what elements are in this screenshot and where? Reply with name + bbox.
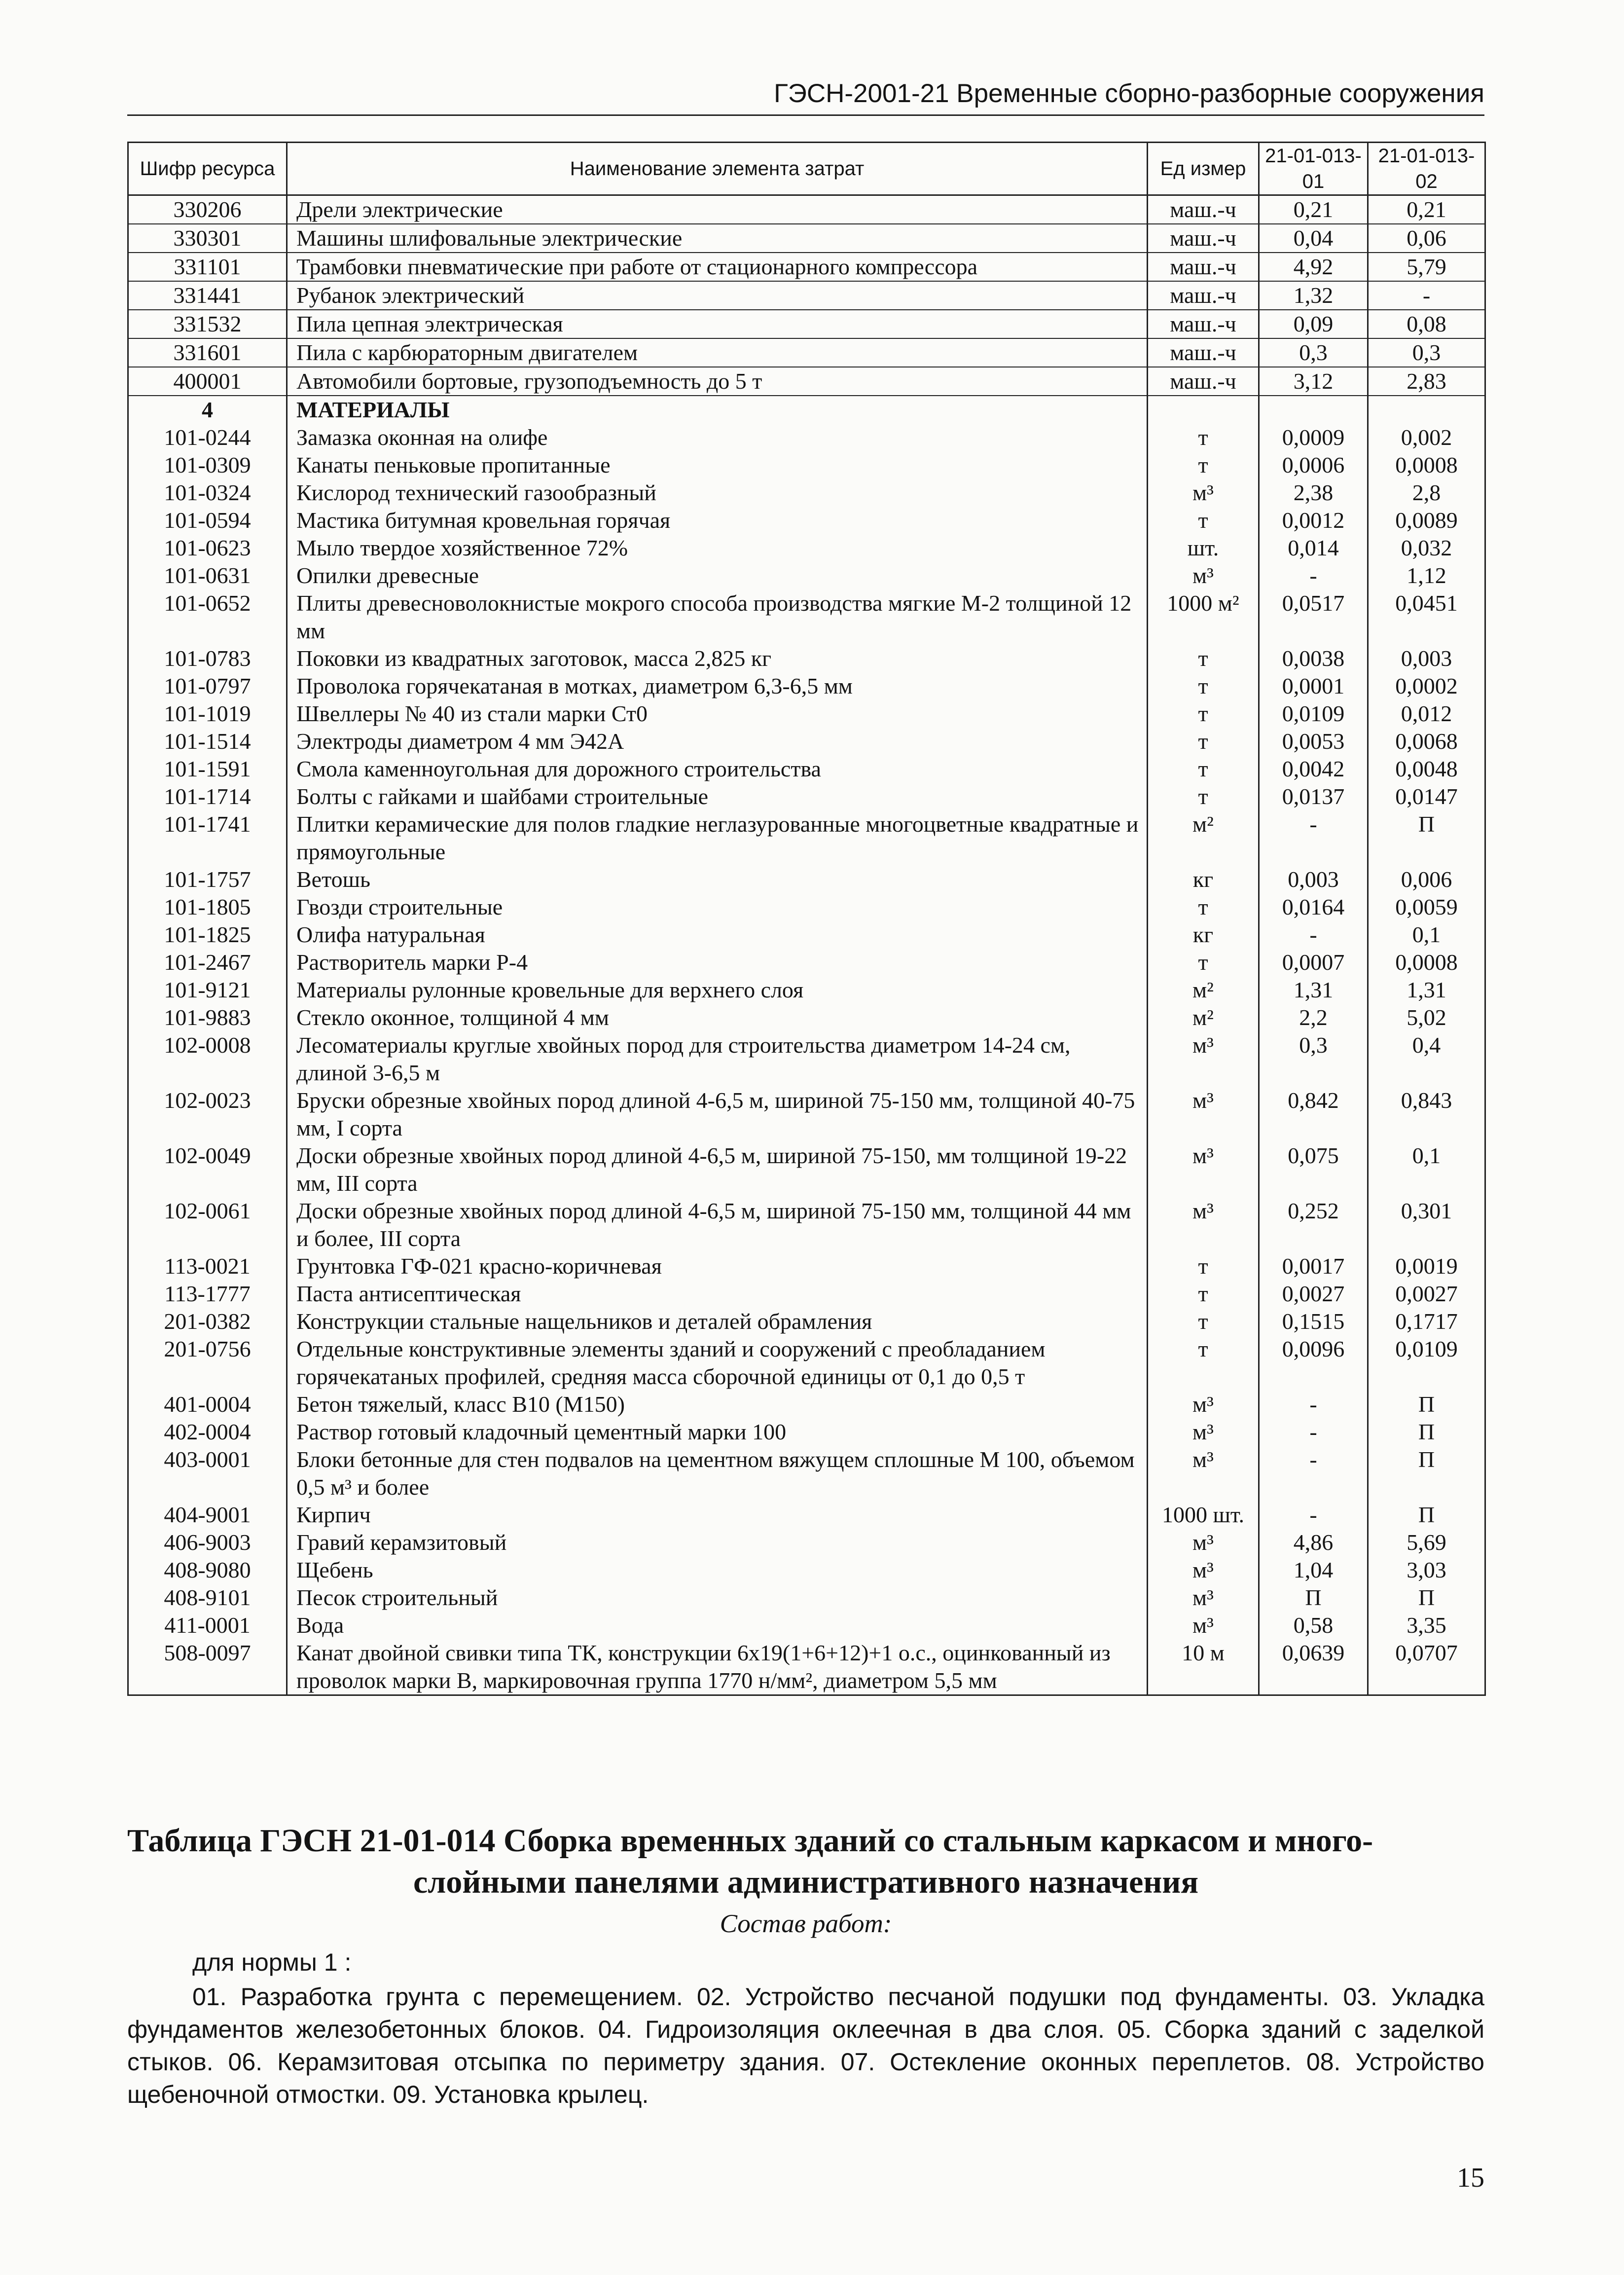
- cell-name: Песок строительный: [287, 1584, 1148, 1612]
- cell-name: Гвозди строительные: [287, 893, 1148, 921]
- cell-norm-2: 0,1: [1368, 921, 1485, 949]
- cell-norm-2: 0,0027: [1368, 1280, 1485, 1308]
- cell-unit: 1000 м²: [1148, 589, 1259, 645]
- cell-code: 411-0001: [128, 1612, 287, 1639]
- cell-code: 401-0004: [128, 1391, 287, 1418]
- table-title-line-1: Таблица ГЭСН 21-01-014 Сборка временных зданий со стальным каркасом и много-: [127, 1823, 1373, 1859]
- cell-name: Блоки бетонные для стен подвалов на цементном вяжущем сплошные М 100, объемом 0,5 м³ и более: [287, 1446, 1148, 1501]
- cell-code: 330206: [128, 195, 287, 224]
- cell-norm-1: 0,3: [1259, 338, 1368, 367]
- cell-name: Материалы рулонные кровельные для верхнего слоя: [287, 976, 1148, 1004]
- cell-name: Рубанок электрический: [287, 281, 1148, 310]
- table-row: [128, 1252, 1485, 1280]
- cell-norm-2: 0,301: [1368, 1197, 1485, 1252]
- cell-norm-2: П: [1368, 1418, 1485, 1446]
- cell-unit: маш.-ч: [1148, 310, 1259, 338]
- cell-unit: т: [1148, 755, 1259, 783]
- cell-norm-2: 0,0147: [1368, 783, 1485, 810]
- work-composition-subtitle: Состав работ:: [720, 1909, 892, 1938]
- table-row: [128, 728, 1485, 755]
- cell-norm-1: 0,0042: [1259, 755, 1368, 783]
- cell-unit: кг: [1148, 921, 1259, 949]
- cell-norm-1: 0,1515: [1259, 1308, 1368, 1335]
- cell-norm-2: 0,006: [1368, 866, 1485, 893]
- cell-norm-1: 0,0009: [1259, 424, 1368, 451]
- cell-norm-2: -: [1368, 281, 1485, 310]
- cell-norm-2: П: [1368, 1501, 1485, 1529]
- cell-unit: маш.-ч: [1148, 338, 1259, 367]
- cell-norm-2: 0,0008: [1368, 451, 1485, 479]
- cell-norm-1: 1,04: [1259, 1556, 1368, 1584]
- cell-unit: т: [1148, 728, 1259, 755]
- cell-code: 101-1805: [128, 893, 287, 921]
- cell-norm-1: [1259, 396, 1368, 424]
- cell-unit: [1148, 396, 1259, 424]
- cell-name: Мыло твердое хозяйственное 72%: [287, 534, 1148, 562]
- cell-code: 101-0797: [128, 672, 287, 700]
- cell-norm-1: 0,3: [1259, 1031, 1368, 1087]
- cell-name: Машины шлифовальные электрические: [287, 224, 1148, 253]
- cell-norm-2: 0,0008: [1368, 949, 1485, 976]
- cell-unit: м³: [1148, 1197, 1259, 1252]
- cell-norm-2: [1368, 396, 1485, 424]
- page-number: 15: [1457, 2163, 1484, 2193]
- section-row: [128, 396, 1485, 424]
- cell-norm-1: -: [1259, 562, 1368, 589]
- cell-unit: кг: [1148, 866, 1259, 893]
- cell-norm-2: 0,012: [1368, 700, 1485, 728]
- cell-name: Кислород технический газообразный: [287, 479, 1148, 507]
- cell-unit: м³: [1148, 1418, 1259, 1446]
- cell-unit: маш.-ч: [1148, 224, 1259, 253]
- cell-code: 101-9121: [128, 976, 287, 1004]
- cell-unit: 1000 шт.: [1148, 1501, 1259, 1529]
- cell-name: Бруски обрезные хвойных пород длиной 4-6,5 м, шириной 75-150 мм, толщиной 40-75 мм, I сорта: [287, 1087, 1148, 1142]
- cell-code: 113-1777: [128, 1280, 287, 1308]
- cell-norm-1: -: [1259, 810, 1368, 866]
- table-row: [128, 338, 1485, 367]
- cell-name: Конструкции стальные нащельников и деталей обрамления: [287, 1308, 1148, 1335]
- cell-code: 101-2467: [128, 949, 287, 976]
- cell-norm-1: 0,09: [1259, 310, 1368, 338]
- cell-norm-2: 0,003: [1368, 645, 1485, 672]
- table-row: [128, 507, 1485, 534]
- cell-code: 102-0008: [128, 1031, 287, 1087]
- cell-norm-2: 0,0089: [1368, 507, 1485, 534]
- cell-name: Плиты древесноволокнистые мокрого способа производства мягкие М-2 толщиной 12 мм: [287, 589, 1148, 645]
- cell-name: Смола каменноугольная для дорожного строительства: [287, 755, 1148, 783]
- cell-code: 408-9101: [128, 1584, 287, 1612]
- table-row: [128, 451, 1485, 479]
- cell-code: 102-0049: [128, 1142, 287, 1197]
- cell-code: 101-0309: [128, 451, 287, 479]
- table-row: [128, 921, 1485, 949]
- work-description: 01. Разработка грунта с перемещением. 02. Устройство песчаной подушки под фундаменты. 03. Укладка фундаментов железобетонных блоков. 04. Гидроизоляция оклеечная в два слоя. 05. Сборка зданий с заделкой стыков. 06. Керамзитовая отсыпка по периметру здания. 07. Остекление оконных переплетов. 08. Устройство щебеночной отмостки. 09. Установка крылец.: [127, 1983, 1484, 2108]
- cell-norm-2: 0,0019: [1368, 1252, 1485, 1280]
- cell-norm-1: 0,0096: [1259, 1335, 1368, 1391]
- cell-norm-1: 1,31: [1259, 976, 1368, 1004]
- table-row: [128, 1584, 1485, 1612]
- cell-code: 101-0783: [128, 645, 287, 672]
- cell-norm-1: 0,0017: [1259, 1252, 1368, 1280]
- cell-norm-2: 3,35: [1368, 1612, 1485, 1639]
- table-row: [128, 589, 1485, 645]
- table-body: [128, 195, 1485, 1695]
- cell-unit: м³: [1148, 562, 1259, 589]
- cell-norm-2: 0,0707: [1368, 1639, 1485, 1695]
- cell-norm-2: 0,1: [1368, 1142, 1485, 1197]
- cell-code: 101-9883: [128, 1004, 287, 1031]
- cell-code: 331532: [128, 310, 287, 338]
- column-header-norm-2: 21-01-013-02: [1368, 143, 1485, 195]
- table-row: [128, 424, 1485, 451]
- cell-unit: м³: [1148, 1529, 1259, 1556]
- cell-code: 101-0594: [128, 507, 287, 534]
- table-row: [128, 949, 1485, 976]
- cell-code: 404-9001: [128, 1501, 287, 1529]
- cell-norm-2: 5,79: [1368, 253, 1485, 281]
- table-row: [128, 1446, 1485, 1501]
- cell-name: Канаты пеньковые пропитанные: [287, 451, 1148, 479]
- table-row: [128, 367, 1485, 396]
- table-row: [128, 1031, 1485, 1087]
- cell-unit: т: [1148, 1335, 1259, 1391]
- cell-norm-1: -: [1259, 1391, 1368, 1418]
- cell-name: Щебень: [287, 1556, 1148, 1584]
- cell-unit: м²: [1148, 976, 1259, 1004]
- cell-norm-1: 0,0001: [1259, 672, 1368, 700]
- cell-code: 101-1514: [128, 728, 287, 755]
- table-row: [128, 1004, 1485, 1031]
- cell-name: Проволока горячекатаная в мотках, диаметром 6,3-6,5 мм: [287, 672, 1148, 700]
- cell-unit: маш.-ч: [1148, 253, 1259, 281]
- cell-name: Доски обрезные хвойных пород длиной 4-6,5 м, шириной 75-150, мм толщиной 19-22 мм, III сорта: [287, 1142, 1148, 1197]
- cell-norm-1: 4,86: [1259, 1529, 1368, 1556]
- cell-name: Паста антисептическая: [287, 1280, 1148, 1308]
- table-row: [128, 1335, 1485, 1391]
- table-title: [127, 1820, 1484, 1903]
- cell-name: Автомобили бортовые, грузоподъемность до 5 т: [287, 367, 1148, 396]
- cell-norm-1: 2,38: [1259, 479, 1368, 507]
- cell-unit: т: [1148, 1252, 1259, 1280]
- cell-name: Доски обрезные хвойных пород длиной 4-6,5 м, шириной 75-150 мм, толщиной 44 мм и более, III сорта: [287, 1197, 1148, 1252]
- cell-unit: маш.-ч: [1148, 367, 1259, 396]
- cell-name: Швеллеры № 40 из стали марки Ст0: [287, 700, 1148, 728]
- cell-norm-1: 0,0517: [1259, 589, 1368, 645]
- cell-code: 408-9080: [128, 1556, 287, 1584]
- cell-code: 102-0023: [128, 1087, 287, 1142]
- cell-norm-2: 1,12: [1368, 562, 1485, 589]
- cell-norm-1: 0,0137: [1259, 783, 1368, 810]
- cell-unit: шт.: [1148, 534, 1259, 562]
- cell-unit: т: [1148, 672, 1259, 700]
- column-header-name: Наименование элемента затрат: [287, 143, 1148, 195]
- resource-table: [127, 142, 1486, 1696]
- cell-name: Кирпич: [287, 1501, 1148, 1529]
- cell-norm-1: 0,014: [1259, 534, 1368, 562]
- cell-norm-2: П: [1368, 1584, 1485, 1612]
- cell-norm-1: 0,075: [1259, 1142, 1368, 1197]
- cell-norm-2: 1,31: [1368, 976, 1485, 1004]
- cell-name: Опилки древесные: [287, 562, 1148, 589]
- cell-code: 101-0623: [128, 534, 287, 562]
- cell-norm-2: П: [1368, 1391, 1485, 1418]
- cell-norm-1: 0,842: [1259, 1087, 1368, 1142]
- table-row: [128, 1280, 1485, 1308]
- cell-norm-2: 0,21: [1368, 195, 1485, 224]
- table-row: [128, 479, 1485, 507]
- cell-norm-2: 5,69: [1368, 1529, 1485, 1556]
- cell-norm-2: П: [1368, 1446, 1485, 1501]
- cell-unit: т: [1148, 893, 1259, 921]
- table-row: [128, 224, 1485, 253]
- cell-norm-2: 0,0109: [1368, 1335, 1485, 1391]
- cell-name: Раствор готовый кладочный цементный марки 100: [287, 1418, 1148, 1446]
- cell-unit: т: [1148, 645, 1259, 672]
- cell-norm-2: 2,83: [1368, 367, 1485, 396]
- cell-norm-1: 0,58: [1259, 1612, 1368, 1639]
- table-row: [128, 755, 1485, 783]
- cell-code: 101-1591: [128, 755, 287, 783]
- cell-name: МАТЕРИАЛЫ: [287, 396, 1148, 424]
- cell-unit: т: [1148, 949, 1259, 976]
- cell-norm-1: 0,0007: [1259, 949, 1368, 976]
- cell-code: 201-0756: [128, 1335, 287, 1391]
- table-header-row: [128, 143, 1485, 195]
- cell-norm-1: -: [1259, 1446, 1368, 1501]
- cell-norm-1: П: [1259, 1584, 1368, 1612]
- cell-unit: м³: [1148, 1556, 1259, 1584]
- cell-norm-1: 0,0053: [1259, 728, 1368, 755]
- cell-unit: м³: [1148, 1391, 1259, 1418]
- cell-unit: т: [1148, 424, 1259, 451]
- cell-norm-2: 0,4: [1368, 1031, 1485, 1087]
- cell-norm-2: 0,002: [1368, 424, 1485, 451]
- cell-norm-1: -: [1259, 921, 1368, 949]
- cell-name: Олифа натуральная: [287, 921, 1148, 949]
- cell-unit: м³: [1148, 1087, 1259, 1142]
- cell-norm-1: 0,0639: [1259, 1639, 1368, 1695]
- table-row: [128, 700, 1485, 728]
- cell-name: Мастика битумная кровельная горячая: [287, 507, 1148, 534]
- table-row: [128, 1142, 1485, 1197]
- table-title-line-2: слойными панелями административного назначения: [413, 1864, 1199, 1900]
- cell-name: Бетон тяжелый, класс В10 (М150): [287, 1391, 1148, 1418]
- cell-code: 101-0652: [128, 589, 287, 645]
- cell-code: 101-1714: [128, 783, 287, 810]
- cell-name: Канат двойной свивки типа ТК, конструкции 6х19(1+6+12)+1 о.с., оцинкованный из проволок марки В, маркировочная группа 1770 н/мм², диаметром 5,5 мм: [287, 1639, 1148, 1695]
- cell-norm-1: 4,92: [1259, 253, 1368, 281]
- cell-norm-2: 0,1717: [1368, 1308, 1485, 1335]
- cell-code: 508-0097: [128, 1639, 287, 1695]
- table-row: [128, 195, 1485, 224]
- table-row: [128, 534, 1485, 562]
- cell-norm-1: 2,2: [1259, 1004, 1368, 1031]
- cell-code: 101-1757: [128, 866, 287, 893]
- cell-unit: т: [1148, 1280, 1259, 1308]
- cell-norm-2: 2,8: [1368, 479, 1485, 507]
- cell-name: Растворитель марки Р-4: [287, 949, 1148, 976]
- table-row: [128, 562, 1485, 589]
- cell-name: Гравий керамзитовый: [287, 1529, 1148, 1556]
- cell-unit: маш.-ч: [1148, 281, 1259, 310]
- running-header: ГЭСН-2001-21 Временные сборно-разборные сооружения: [127, 74, 1484, 116]
- cell-norm-1: 0,04: [1259, 224, 1368, 253]
- table-row: [128, 810, 1485, 866]
- cell-norm-2: 0,0048: [1368, 755, 1485, 783]
- cell-norm-2: 0,0002: [1368, 672, 1485, 700]
- cell-name: Болты с гайками и шайбами строительные: [287, 783, 1148, 810]
- for-norm-label: для нормы 1 :: [192, 1948, 352, 1976]
- cell-norm-2: 0,032: [1368, 534, 1485, 562]
- cell-code: 331601: [128, 338, 287, 367]
- cell-unit: м³: [1148, 1446, 1259, 1501]
- table-row: [128, 976, 1485, 1004]
- cell-code: 400001: [128, 367, 287, 396]
- table-row: [128, 1418, 1485, 1446]
- cell-norm-1: 0,0006: [1259, 451, 1368, 479]
- cell-name: Пила цепная электрическая: [287, 310, 1148, 338]
- table-row: [128, 866, 1485, 893]
- table-row: [128, 1197, 1485, 1252]
- cell-norm-2: 0,843: [1368, 1087, 1485, 1142]
- cell-unit: м³: [1148, 479, 1259, 507]
- cell-norm-1: 0,0027: [1259, 1280, 1368, 1308]
- cell-code: 101-1019: [128, 700, 287, 728]
- cell-norm-2: 0,08: [1368, 310, 1485, 338]
- column-header-code: Шифр ресурса: [128, 143, 287, 195]
- cell-code: 331101: [128, 253, 287, 281]
- cell-norm-1: 0,003: [1259, 866, 1368, 893]
- table-row: [128, 1087, 1485, 1142]
- cell-norm-1: 0,0012: [1259, 507, 1368, 534]
- table-row: [128, 672, 1485, 700]
- cell-name: Лесоматериалы круглые хвойных пород для строительства диаметром 14-24 см, длиной 3-6,5 м: [287, 1031, 1148, 1087]
- table-row: [128, 1501, 1485, 1529]
- cell-unit: т: [1148, 451, 1259, 479]
- cell-norm-1: 3,12: [1259, 367, 1368, 396]
- cell-name: Электроды диаметром 4 мм Э42А: [287, 728, 1148, 755]
- cell-code: 102-0061: [128, 1197, 287, 1252]
- cell-norm-1: 0,0164: [1259, 893, 1368, 921]
- cell-name: Ветошь: [287, 866, 1148, 893]
- cell-norm-2: П: [1368, 810, 1485, 866]
- table-row: [128, 253, 1485, 281]
- column-header-unit: Ед измер: [1148, 143, 1259, 195]
- cell-name: Отдельные конструктивные элементы зданий и сооружений с преобладанием горячекатаных профилей, средняя масса сборочной единицы от 0,1 до 0,5 т: [287, 1335, 1148, 1391]
- cell-unit: м³: [1148, 1031, 1259, 1087]
- cell-unit: т: [1148, 507, 1259, 534]
- cell-unit: 10 м: [1148, 1639, 1259, 1695]
- cell-code: 403-0001: [128, 1446, 287, 1501]
- cell-name: Плитки керамические для полов гладкие неглазурованные многоцветные квадратные и прямоугольные: [287, 810, 1148, 866]
- cell-unit: м²: [1148, 810, 1259, 866]
- cell-norm-1: -: [1259, 1501, 1368, 1529]
- cell-name: Дрели электрические: [287, 195, 1148, 224]
- cell-code: 101-0244: [128, 424, 287, 451]
- table-row: [128, 1529, 1485, 1556]
- table-row: [128, 893, 1485, 921]
- cell-name: Трамбовки пневматические при работе от стационарного компрессора: [287, 253, 1148, 281]
- cell-name: Поковки из квадратных заготовок, масса 2,825 кг: [287, 645, 1148, 672]
- cell-unit: м³: [1148, 1142, 1259, 1197]
- cell-unit: м²: [1148, 1004, 1259, 1031]
- table-row: [128, 1556, 1485, 1584]
- cell-norm-2: 0,0068: [1368, 728, 1485, 755]
- cell-code: 101-1825: [128, 921, 287, 949]
- table-row: [128, 1391, 1485, 1418]
- cell-code: 402-0004: [128, 1418, 287, 1446]
- cell-code: 406-9003: [128, 1529, 287, 1556]
- cell-norm-1: 1,32: [1259, 281, 1368, 310]
- cell-norm-1: 0,21: [1259, 195, 1368, 224]
- cell-name: Грунтовка ГФ-021 красно-коричневая: [287, 1252, 1148, 1280]
- cell-norm-1: 0,0038: [1259, 645, 1368, 672]
- cell-code: 4: [128, 396, 287, 424]
- cell-unit: т: [1148, 1308, 1259, 1335]
- table-row: [128, 783, 1485, 810]
- column-header-norm-1: 21-01-013-01: [1259, 143, 1368, 195]
- table-row: [128, 310, 1485, 338]
- cell-name: Стекло оконное, толщиной 4 мм: [287, 1004, 1148, 1031]
- cell-norm-2: 0,3: [1368, 338, 1485, 367]
- cell-unit: маш.-ч: [1148, 195, 1259, 224]
- table-row: [128, 281, 1485, 310]
- cell-code: 113-0021: [128, 1252, 287, 1280]
- cell-name: Вода: [287, 1612, 1148, 1639]
- cell-code: 101-1741: [128, 810, 287, 866]
- cell-norm-1: -: [1259, 1418, 1368, 1446]
- cell-norm-2: 0,06: [1368, 224, 1485, 253]
- cell-unit: т: [1148, 783, 1259, 810]
- cell-unit: т: [1148, 700, 1259, 728]
- table-row: [128, 645, 1485, 672]
- cell-norm-2: 0,0059: [1368, 893, 1485, 921]
- cell-code: 331441: [128, 281, 287, 310]
- cell-name: Пила с карбюраторным двигателем: [287, 338, 1148, 367]
- cell-name: Замазка оконная на олифе: [287, 424, 1148, 451]
- cell-norm-2: 5,02: [1368, 1004, 1485, 1031]
- cell-code: 330301: [128, 224, 287, 253]
- cell-norm-2: 3,03: [1368, 1556, 1485, 1584]
- cell-code: 101-0324: [128, 479, 287, 507]
- cell-norm-1: 0,252: [1259, 1197, 1368, 1252]
- table-row: [128, 1612, 1485, 1639]
- cell-code: 201-0382: [128, 1308, 287, 1335]
- table-row: [128, 1308, 1485, 1335]
- cell-code: 101-0631: [128, 562, 287, 589]
- table-row: [128, 1639, 1485, 1695]
- cell-unit: м³: [1148, 1584, 1259, 1612]
- cell-norm-1: 0,0109: [1259, 700, 1368, 728]
- cell-unit: м³: [1148, 1612, 1259, 1639]
- cell-norm-2: 0,0451: [1368, 589, 1485, 645]
